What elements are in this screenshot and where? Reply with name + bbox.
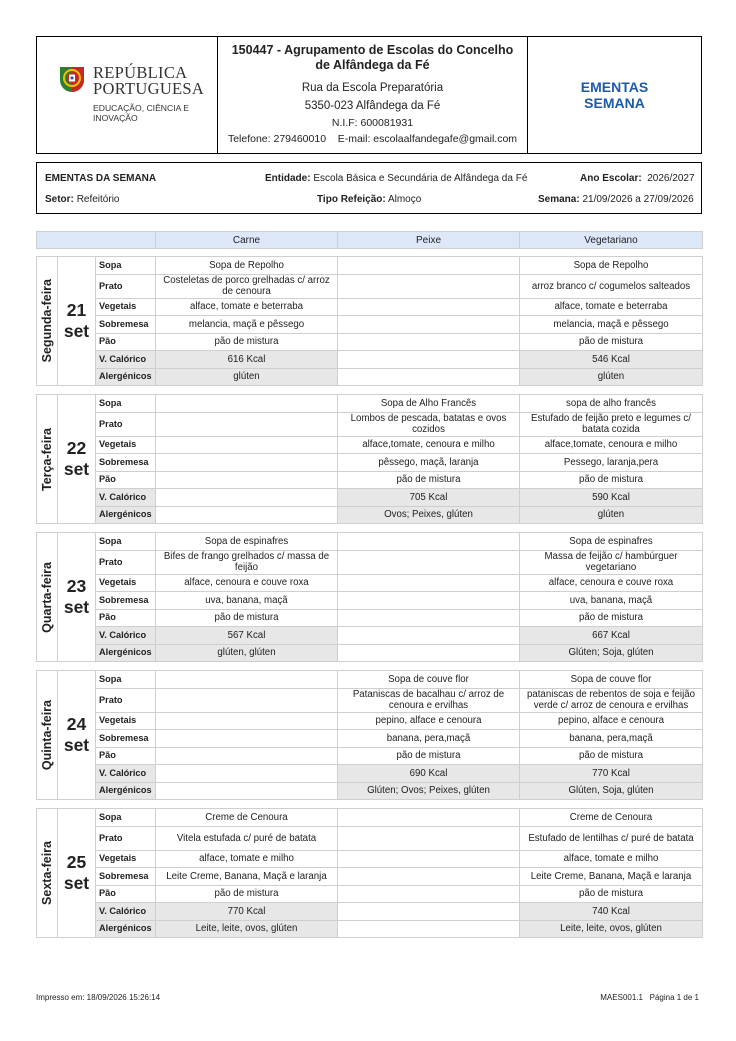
carne-cell: pão de mistura (156, 609, 338, 627)
peixe-cell: 690 Kcal (338, 765, 520, 783)
peixe-cell: pêssego, maçã, laranja (338, 454, 520, 472)
category-label: Prato (96, 412, 156, 436)
category-label: Pão (96, 885, 156, 903)
peixe-cell: pão de mistura (338, 747, 520, 765)
peixe-cell: Sopa de Alho Francês (338, 395, 520, 413)
carne-cell (156, 454, 338, 472)
peixe-cell (338, 592, 520, 610)
vegetariano-cell: glúten (520, 506, 703, 524)
menu-row (37, 671, 703, 689)
entidade-field: Entidade: Escola Básica e Secundária de Alfândega da Fé (265, 173, 528, 184)
vegetariano-cell: 770 Kcal (520, 765, 703, 783)
day-date: 24 set (58, 671, 96, 800)
vegetariano-cell: Glúten; Soja, glúten (520, 644, 703, 662)
carne-cell (156, 765, 338, 783)
carne-cell (156, 688, 338, 712)
category-label: Alergénicos (96, 368, 156, 386)
document-code: MAES001.1 Página 1 de 1 (600, 993, 699, 1002)
info-title: EMENTAS DA SEMANA (45, 173, 157, 184)
vegetariano-cell: 740 Kcal (520, 903, 703, 921)
peixe-cell: 705 Kcal (338, 489, 520, 507)
menu-row (37, 333, 703, 351)
category-label: Pão (96, 471, 156, 489)
column-header-blank (37, 232, 156, 249)
day-date: 25 set (58, 809, 96, 938)
category-label: V. Calórico (96, 765, 156, 783)
weekday-label: Terça-feira (37, 395, 58, 524)
menu-row (37, 351, 703, 369)
menu-row (37, 809, 703, 827)
menu-row (37, 592, 703, 610)
day-table (36, 670, 703, 800)
peixe-cell (338, 644, 520, 662)
day-date: 23 set (58, 533, 96, 662)
carne-cell: alface, tomate e milho (156, 850, 338, 868)
menu-row (37, 436, 703, 454)
setor-field: Setor: Refeitório (45, 194, 120, 205)
vegetariano-cell: Estufado de feijão preto e legumes c/ batata cozida (520, 412, 703, 436)
category-label: Sopa (96, 257, 156, 275)
weekday-label: Sexta-feira (37, 809, 58, 938)
day-table (36, 394, 703, 524)
carne-cell: alface, tomate e beterraba (156, 298, 338, 316)
carne-cell (156, 506, 338, 524)
menu-row (37, 274, 703, 298)
menu-row (37, 730, 703, 748)
menu-row (37, 257, 703, 275)
menu-row (37, 826, 703, 850)
peixe-cell (338, 298, 520, 316)
peixe-cell (338, 850, 520, 868)
category-label: Vegetais (96, 850, 156, 868)
vegetariano-cell: 546 Kcal (520, 351, 703, 369)
menu-row (37, 471, 703, 489)
vegetariano-cell: Sopa de Repolho (520, 257, 703, 275)
carne-cell (156, 747, 338, 765)
menu-row (37, 368, 703, 386)
logo-area (37, 37, 218, 153)
menu-row (37, 395, 703, 413)
carne-cell: 770 Kcal (156, 903, 338, 921)
carne-cell (156, 671, 338, 689)
peixe-cell (338, 809, 520, 827)
logo-text-line2: PORTUGUESA (93, 79, 205, 98)
republic-emblem-icon (57, 61, 87, 95)
vegetariano-cell: Massa de feijão c/ hambúrguer vegetariano (520, 550, 703, 574)
menu-row (37, 550, 703, 574)
menu-row (37, 765, 703, 783)
vegetariano-cell: sopa de alho francês (520, 395, 703, 413)
carne-cell: Sopa de Repolho (156, 257, 338, 275)
tipo-refeicao-field: Tipo Refeição: Almoço (317, 194, 422, 205)
vegetariano-cell: pataniscas de rebentos de soja e feijão verde c/ arroz de cenoura e ervilhas (520, 688, 703, 712)
menu-row (37, 454, 703, 472)
menu-row (37, 688, 703, 712)
peixe-cell: Sopa de couve flor (338, 671, 520, 689)
column-header-carne: Carne (156, 232, 338, 249)
category-label: V. Calórico (96, 489, 156, 507)
weekday-label: Quarta-feira (37, 533, 58, 662)
vegetariano-cell: glúten (520, 368, 703, 386)
peixe-cell (338, 574, 520, 592)
category-label: Alergénicos (96, 920, 156, 938)
vegetariano-cell: 590 Kcal (520, 489, 703, 507)
menu-row (37, 782, 703, 800)
menu-row (37, 489, 703, 507)
menu-row (37, 868, 703, 886)
peixe-cell (338, 274, 520, 298)
day-table (36, 808, 703, 938)
peixe-cell (338, 868, 520, 886)
carne-cell: glúten (156, 368, 338, 386)
carne-cell (156, 712, 338, 730)
vegetariano-cell: Leite Creme, Banana, Maçã e laranja (520, 868, 703, 886)
vegetariano-cell: pão de mistura (520, 333, 703, 351)
carne-cell: Sopa de espinafres (156, 533, 338, 551)
carne-cell: Leite Creme, Banana, Maçã e laranja (156, 868, 338, 886)
carne-cell: Vitela estufada c/ puré de batata (156, 826, 338, 850)
carne-cell: 616 Kcal (156, 351, 338, 369)
vegetariano-cell: uva, banana, maçã (520, 592, 703, 610)
carne-cell (156, 730, 338, 748)
peixe-cell (338, 920, 520, 938)
address-line1: Rua da Escola Preparatória (301, 82, 444, 94)
vegetariano-cell: Sopa de espinafres (520, 533, 703, 551)
peixe-cell: Glúten; Ovos; Peixes, glúten (338, 782, 520, 800)
column-header-peixe: Peixe (338, 232, 520, 249)
carne-cell (156, 471, 338, 489)
category-label: Pão (96, 333, 156, 351)
peixe-cell: banana, pera,maçã (338, 730, 520, 748)
menu-row (37, 412, 703, 436)
day-date: 22 set (58, 395, 96, 524)
category-label: Sobremesa (96, 316, 156, 334)
category-label: Prato (96, 826, 156, 850)
peixe-cell: pepino, alface e cenoura (338, 712, 520, 730)
category-label: Alergénicos (96, 782, 156, 800)
peixe-cell: Pataniscas de bacalhau c/ arroz de cenoura e ervilhas (338, 688, 520, 712)
menu-info-box (36, 162, 702, 214)
carne-cell: alface, cenoura e couve roxa (156, 574, 338, 592)
menu-row (37, 850, 703, 868)
category-label: Prato (96, 274, 156, 298)
vegetariano-cell: alface, tomate e beterraba (520, 298, 703, 316)
peixe-cell: Ovos; Peixes, glúten (338, 506, 520, 524)
vegetariano-cell: Pessego, laranja,pera (520, 454, 703, 472)
menu-row (37, 747, 703, 765)
vegetariano-cell: arroz branco c/ cogumelos salteados (520, 274, 703, 298)
category-label: V. Calórico (96, 903, 156, 921)
column-header-table (36, 231, 703, 249)
menu-row (37, 316, 703, 334)
category-label: Vegetais (96, 298, 156, 316)
vegetariano-cell: alface,tomate, cenoura e milho (520, 436, 703, 454)
category-label: Alergénicos (96, 644, 156, 662)
peixe-cell: pão de mistura (338, 471, 520, 489)
peixe-cell (338, 826, 520, 850)
peixe-cell (338, 885, 520, 903)
vegetariano-cell: melancia, maçã e pêssego (520, 316, 703, 334)
document-header (36, 36, 702, 154)
peixe-cell (338, 533, 520, 551)
document-title-line2: SEMANA (584, 95, 645, 111)
carne-cell (156, 412, 338, 436)
day-table (36, 256, 703, 386)
peixe-cell: Lombos de pescada, batatas e ovos cozidos (338, 412, 520, 436)
vegetariano-cell: pão de mistura (520, 747, 703, 765)
menu-row (37, 885, 703, 903)
menu-row (37, 533, 703, 551)
menu-row (37, 920, 703, 938)
peixe-cell (338, 550, 520, 574)
peixe-cell (338, 903, 520, 921)
category-label: Vegetais (96, 436, 156, 454)
carne-cell (156, 436, 338, 454)
vegetariano-cell: Sopa de couve flor (520, 671, 703, 689)
menu-row (37, 298, 703, 316)
menu-row (37, 644, 703, 662)
category-label: V. Calórico (96, 627, 156, 645)
peixe-cell (338, 316, 520, 334)
carne-cell (156, 395, 338, 413)
carne-cell: 567 Kcal (156, 627, 338, 645)
category-label: Sopa (96, 533, 156, 551)
contact-line: Telefone: 279460010 E-mail: escolaalfandegafe@gmail.com (227, 133, 518, 145)
address-line2: 5350-023 Alfândega da Fé (304, 100, 441, 112)
semana-field: Semana: 21/09/2026 a 27/09/2026 (538, 194, 694, 205)
carne-cell: pão de mistura (156, 885, 338, 903)
category-label: Vegetais (96, 712, 156, 730)
weekday-label: Quinta-feira (37, 671, 58, 800)
document-title (528, 37, 701, 153)
carne-cell: Leite, leite, ovos, glúten (156, 920, 338, 938)
category-label: Prato (96, 688, 156, 712)
category-label: Sobremesa (96, 730, 156, 748)
menu-row (37, 574, 703, 592)
category-label: Sopa (96, 671, 156, 689)
printed-timestamp: Impresso em: 18/09/2026 15:26:14 (36, 993, 161, 1002)
ano-escolar-field: Ano Escolar: 2026/2027 (580, 173, 695, 184)
carne-cell (156, 782, 338, 800)
peixe-cell (338, 333, 520, 351)
day-table (36, 532, 703, 662)
category-label: Sobremesa (96, 592, 156, 610)
menu-row (37, 609, 703, 627)
school-name: 150447 - Agrupamento de Escolas do Concelho de Alfândega da Fé (231, 43, 514, 72)
peixe-cell (338, 627, 520, 645)
category-label: Pão (96, 747, 156, 765)
vegetariano-cell: pão de mistura (520, 609, 703, 627)
menu-row (37, 712, 703, 730)
vegetariano-cell: alface, cenoura e couve roxa (520, 574, 703, 592)
vegetariano-cell: banana, pera,maçã (520, 730, 703, 748)
peixe-cell (338, 368, 520, 386)
document-title-line1: EMENTAS (580, 79, 649, 95)
peixe-cell (338, 351, 520, 369)
menu-row (37, 506, 703, 524)
carne-cell: glúten, glúten (156, 644, 338, 662)
vegetariano-cell: Creme de Cenoura (520, 809, 703, 827)
vegetariano-cell: Glúten, Soja, glúten (520, 782, 703, 800)
carne-cell (156, 489, 338, 507)
category-label: Alergénicos (96, 506, 156, 524)
category-label: Prato (96, 550, 156, 574)
carne-cell: melancia, maçã e pêssego (156, 316, 338, 334)
peixe-cell (338, 257, 520, 275)
weekday-label: Segunda-feira (37, 257, 58, 386)
column-header-vegetariano: Vegetariano (520, 232, 703, 249)
carne-cell: pão de mistura (156, 333, 338, 351)
peixe-cell: alface,tomate, cenoura e milho (338, 436, 520, 454)
vegetariano-cell: Estufado de lentilhas c/ puré de batata (520, 826, 703, 850)
category-label: Pão (96, 609, 156, 627)
school-details (218, 37, 528, 153)
vegetariano-cell: pão de mistura (520, 471, 703, 489)
vegetariano-cell: alface, tomate e milho (520, 850, 703, 868)
carne-cell: Bifes de frango grelhados c/ massa de feijão (156, 550, 338, 574)
menu-row (37, 903, 703, 921)
vegetariano-cell: pepino, alface e cenoura (520, 712, 703, 730)
nif: N.I.F: 600081931 (331, 117, 414, 129)
vegetariano-cell: Leite, leite, ovos, glúten (520, 920, 703, 938)
category-label: V. Calórico (96, 351, 156, 369)
vegetariano-cell: pão de mistura (520, 885, 703, 903)
menu-row (37, 627, 703, 645)
category-label: Sobremesa (96, 454, 156, 472)
logo-text-line1: REPÚBLICA (93, 63, 188, 82)
carne-cell: Costeletas de porco grelhadas c/ arroz de cenoura (156, 274, 338, 298)
carne-cell: Creme de Cenoura (156, 809, 338, 827)
category-label: Sopa (96, 809, 156, 827)
carne-cell: uva, banana, maçã (156, 592, 338, 610)
category-label: Sopa (96, 395, 156, 413)
vegetariano-cell: 667 Kcal (520, 627, 703, 645)
category-label: Vegetais (96, 574, 156, 592)
day-date: 21 set (58, 257, 96, 386)
logo-subtitle: EDUCAÇÃO, CIÊNCIA E INOVAÇÃO (93, 103, 189, 123)
category-label: Sobremesa (96, 868, 156, 886)
peixe-cell (338, 609, 520, 627)
